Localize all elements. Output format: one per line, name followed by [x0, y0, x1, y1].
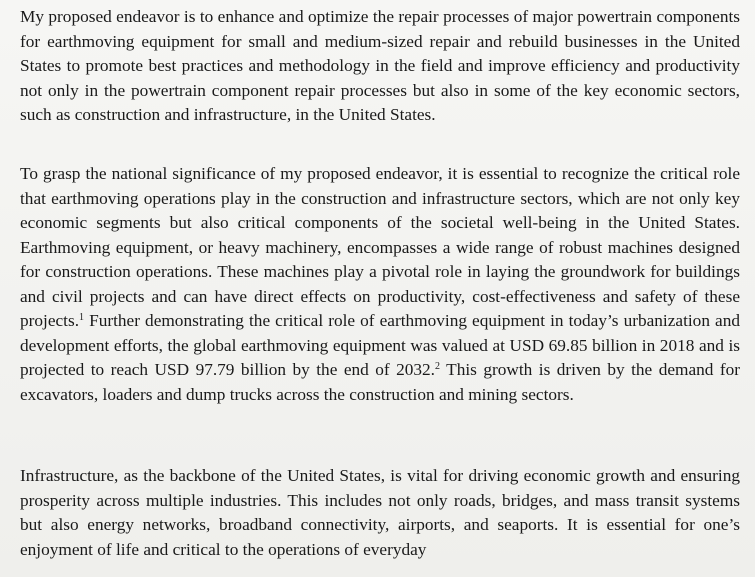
paragraph-national-significance [20, 162, 740, 407]
paragraph-proposed-endeavor [20, 5, 740, 128]
paragraph-2-text-c: This growth is driven by the demand for excavators, loaders and dump trucks across the construction and mining sectors. [20, 360, 741, 404]
footnote-ref-2: 2 [435, 361, 440, 372]
footnote-ref-1: 1 [79, 312, 85, 323]
paragraph-3-text: Infrastructure, as the backbone of the United States, is vital for driving economic growth and ensuring prosperity across multiple industries. This includes not only roads, bridges, and mass transit systems but also energy networks, broadband connectivity, airports, and seaports. It is essential for one’s enjoyment of life and critical to the operations of everyday [20, 466, 740, 559]
paragraph-infrastructure [20, 464, 740, 562]
paragraph-2-text-b: Further demonstrating the critical role of earthmoving equipment in today’s urbanization and development efforts, the global earthmoving equipment was valued at USD 69.85 billion in 2018 and is projected to reach USD 97.79 billion by the end of 2032. [20, 311, 740, 379]
paragraph-2-text-a: To grasp the national significance of my proposed endeavor, it is essential to recognize the critical role that earthmoving operations play in the construction and infrastructure sectors, which are not only key economic segments but also critical components of the societal well-being in the United States. Earthmoving equipment, or heavy machinery, encompasses a wide range of robust machines designed for construction operations. These machines play a pivotal role in laying the groundwork for buildings and civil projects and can have direct effects on productivity, cost-effectiveness and safety of these projects. [20, 164, 740, 330]
paragraph-1-text: My proposed endeavor is to enhance and optimize the repair processes of major powertrain components for earthmoving equipment for small and medium-sized repair and rebuild businesses in the United States to promote best practices and methodology in the field and improve efficiency and productivity not only in the powertrain component repair processes but also in some of the key economic sectors, such as construction and infrastructure, in the United States. [20, 7, 740, 124]
